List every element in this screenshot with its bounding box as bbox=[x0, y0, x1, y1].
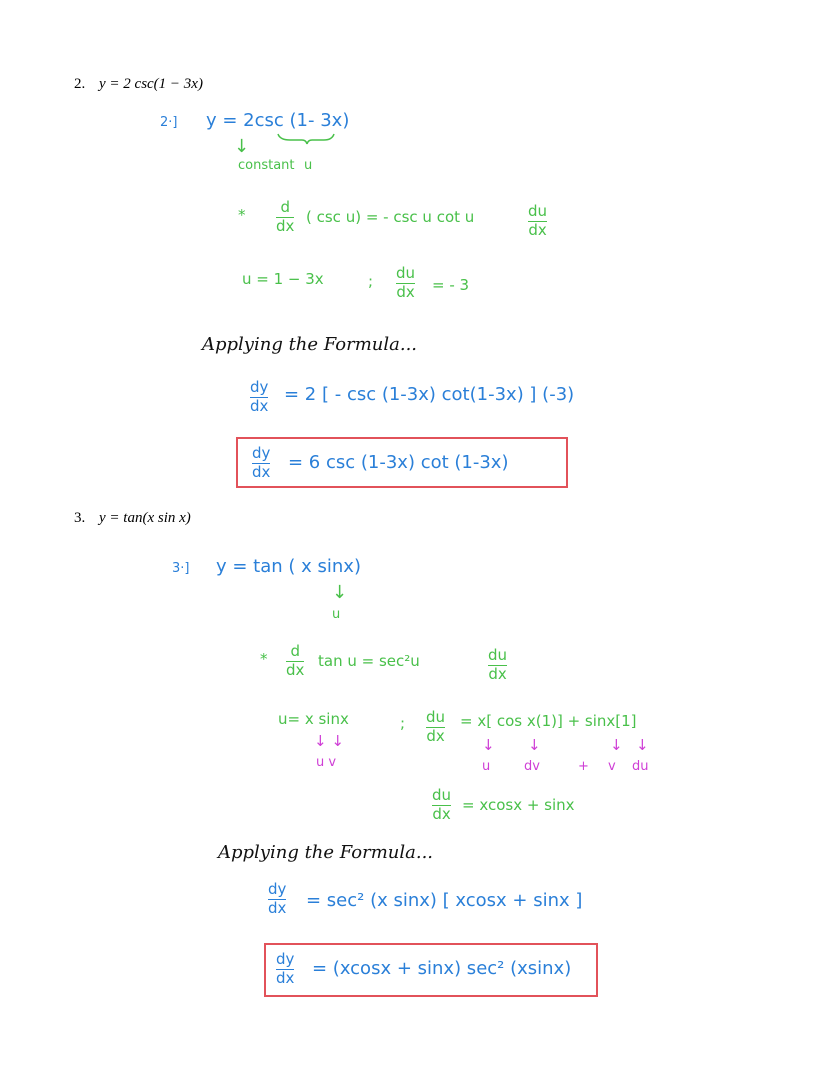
label-du: du bbox=[632, 759, 649, 774]
d-over-dx-2: d dx bbox=[286, 642, 305, 679]
dy-dx-answer: dy dx bbox=[252, 444, 271, 481]
du-over-dx: du dx bbox=[528, 202, 548, 239]
label-dv: dv bbox=[524, 759, 540, 774]
du-over-dx-2: du dx bbox=[488, 646, 508, 683]
product-arrow-2: ↓ bbox=[528, 736, 541, 754]
u-underbrace bbox=[276, 132, 336, 146]
step-expression: = 2 [ - csc (1-3x) cot(1-3x) ] (-3) bbox=[284, 384, 575, 405]
problem-3-tag: 3·] bbox=[172, 561, 190, 576]
formula-star-2: * bbox=[260, 650, 268, 668]
tan-derivative-formula: tan u = sec²u bbox=[318, 652, 420, 670]
problem-3-number: 3. bbox=[74, 510, 86, 526]
u-definition: u = 1 − 3x bbox=[242, 270, 324, 288]
du-dx-value: = - 3 bbox=[432, 276, 470, 294]
u-v-labels: u v bbox=[316, 755, 337, 770]
problem-2-given: y = 2csc (1- 3x) bbox=[206, 110, 350, 131]
dy-dx-answer-2: dy dx bbox=[276, 950, 295, 987]
du-dx-result: = xcosx + sinx bbox=[462, 796, 575, 814]
product-rule-expression: = x[ cos x(1)] + sinx[1] bbox=[460, 712, 637, 730]
d-over-dx: d dx bbox=[276, 198, 295, 235]
product-arrow-1: ↓ bbox=[482, 736, 495, 754]
down-arrow-2: ↓ bbox=[332, 582, 348, 603]
down-arrow: ↓ bbox=[234, 136, 250, 157]
applying-formula-heading-2: Applying the Formula... bbox=[218, 842, 434, 863]
final-answer-3: = (xcosx + sinx) sec² (xsinx) bbox=[312, 958, 572, 979]
label-plus: + bbox=[578, 759, 589, 774]
formula-star: * bbox=[238, 206, 246, 224]
du-dx-fraction-2: du dx bbox=[426, 708, 446, 745]
dy-dx-step: dy dx bbox=[250, 378, 269, 415]
label-v: v bbox=[608, 759, 616, 774]
problem-2-statement bbox=[74, 76, 203, 93]
u-arrows: ↓ ↓ bbox=[314, 732, 344, 750]
dy-dx-step-2: dy dx bbox=[268, 880, 287, 917]
du-dx-result-fraction: du dx bbox=[432, 786, 452, 823]
problem-3-statement bbox=[74, 510, 191, 527]
u-label-2: u bbox=[332, 607, 341, 622]
constant-label: constant bbox=[238, 158, 295, 173]
product-arrow-3: ↓ bbox=[610, 736, 623, 754]
csc-derivative-formula: ( csc u) = - csc u cot u bbox=[306, 208, 475, 226]
problem-2-tag: 2·] bbox=[160, 115, 178, 130]
semicolon: ; bbox=[368, 272, 374, 290]
du-dx-fraction: du dx bbox=[396, 264, 416, 301]
problem-2-equation: y = 2 csc(1 − 3x) bbox=[99, 76, 203, 92]
u-definition-2: u= x sinx bbox=[278, 710, 349, 728]
u-label: u bbox=[304, 158, 313, 173]
applying-formula-heading: Applying the Formula... bbox=[202, 334, 418, 355]
problem-2-number: 2. bbox=[74, 76, 86, 92]
final-answer-2: = 6 csc (1-3x) cot (1-3x) bbox=[288, 452, 509, 473]
product-arrow-4: ↓ bbox=[636, 736, 649, 754]
step-expression-2: = sec² (x sinx) [ xcosx + sinx ] bbox=[306, 890, 583, 911]
semicolon-2: ; bbox=[400, 714, 406, 732]
label-u: u bbox=[482, 759, 491, 774]
problem-3-given: y = tan ( x sinx) bbox=[216, 556, 361, 577]
problem-3-equation: y = tan(x sin x) bbox=[99, 510, 191, 526]
